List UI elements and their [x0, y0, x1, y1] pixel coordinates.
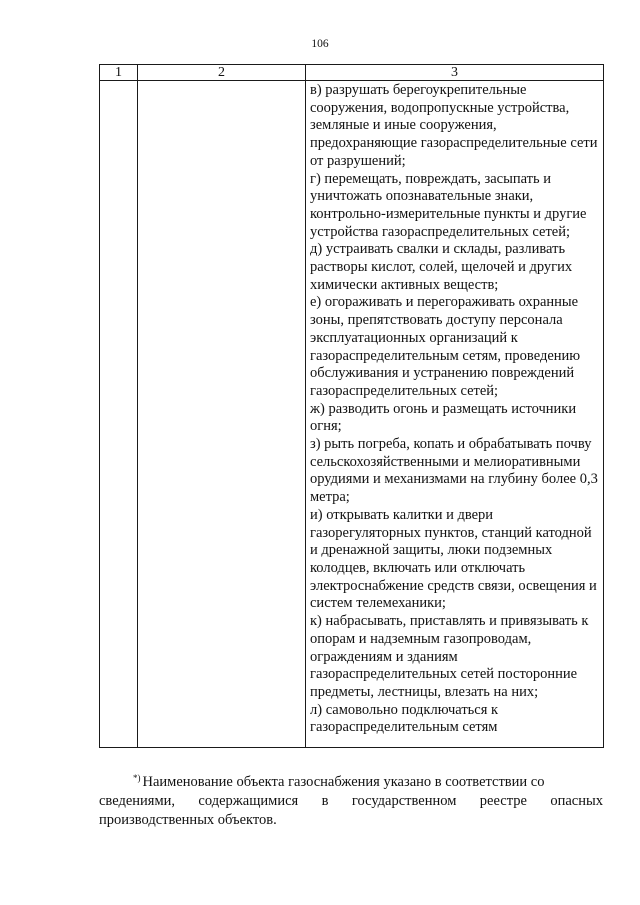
list-item: е) огораживать и перегораживать охранные зоны, препятствовать доступу персонала эксплуатационных организаций к газораспределительным сетям, проведению обслуживания и устранению повреждений газораспределительных сетей;: [310, 294, 581, 399]
footnote-line-1: *) Наименование объекта газоснабжения указано в соответствии со: [133, 773, 545, 790]
page-number: 106: [311, 38, 329, 50]
list-item: д) устраивать свалки и склады, разливать растворы кислот, солей, щелочей и других химически активных веществ;: [310, 241, 573, 293]
column-3-cell: [306, 81, 604, 748]
footnote-line-2: сведениями, содержащимися в государственном реестре опасных: [99, 793, 603, 809]
column-2-cell: [138, 81, 306, 748]
table-row: [100, 81, 604, 748]
column-header-3: 3: [306, 65, 604, 81]
list-item: в) разрушать берегоукрепительные сооружения, водопропускные устройства, земляные и иные сооружения, предохраняющие газораспределительные сети от разрушений;: [310, 82, 598, 169]
list-item: л) самовольно подключаться к газораспределительным сетям: [310, 701, 499, 736]
document-table: [99, 64, 604, 748]
column-header-1: 1: [100, 65, 138, 81]
footnote-line-3: производственных объектов.: [99, 812, 277, 828]
table-header-row: [100, 65, 604, 81]
list-item: г) перемещать, повреждать, засыпать и уничтожать опознавательные знаки, контрольно-измерительные пункты и другие устройства газораспределительных сетей;: [310, 170, 587, 240]
list-item: з) рыть погреба, копать и обрабатывать почву сельскохозяйственными и мелиоративными орудиями и механизмами на глубину более 0,3 метра;: [310, 436, 598, 506]
prohibitions-list: [306, 81, 603, 737]
list-item: и) открывать калитки и двери газорегуляторных пунктов, станций катодной и дренажной защиты, люки подземных колодцев, включать или отключать электроснабжение средств связи, освещения и систем телемеханики;: [310, 506, 597, 612]
column-1-cell: [100, 81, 138, 748]
footnote-marker: *): [133, 773, 141, 783]
column-header-2: 2: [138, 65, 306, 81]
footnote: [99, 769, 603, 830]
list-item: ж) разводить огонь и размещать источники огня;: [310, 400, 577, 435]
list-item: к) набрасывать, приставлять и привязывать к опорам и надземным газопроводам, ограждениям и зданиям газораспределительных сетей посторонние предметы, лестницы, влезать на них;: [310, 613, 589, 700]
